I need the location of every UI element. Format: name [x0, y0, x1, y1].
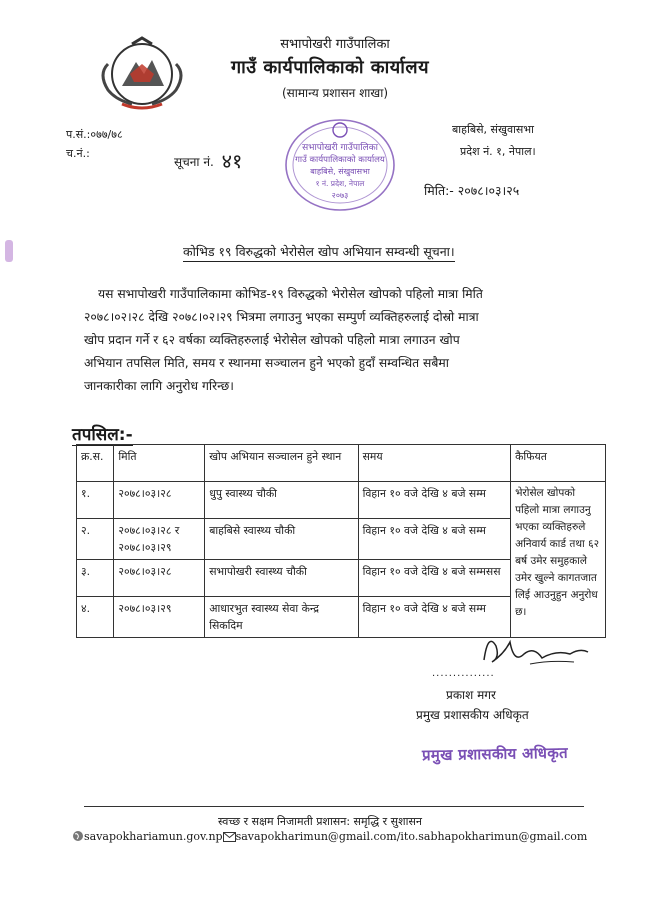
svg-text:सभापोखरी गाउँपालिका: सभापोखरी गाउँपालिका — [302, 143, 378, 153]
notice-date: मिति:- २०७८।०३।२५ — [424, 183, 520, 198]
svg-text:गाउँ कार्यपालिकाको कार्यालय: गाउँ कार्यपालिकाको कार्यालय — [295, 155, 385, 165]
row-sn: २. — [77, 519, 114, 560]
body-line-3: खोप प्रदान गर्ने र ६२ वर्षका व्यक्तिहरुलाई भेरोसेल खोपको पहिलो मात्रा लगाउन खोप — [84, 333, 460, 347]
notice-number — [174, 145, 242, 172]
row-sn: ३. — [77, 560, 114, 597]
notice-body — [84, 283, 554, 398]
address-line-2: प्रदेश नं. १, नेपाल। — [460, 145, 536, 158]
row-time: विहान १० वजे देखि ४ बजे सम्म — [358, 482, 510, 519]
remark-cell: भेरोसेल खोपको पहिलो मात्रा लगाउनु भएका व्यक्तिहरुले अनिवार्य कार्ड तथा ६२ बर्ष उमेर समुहकाले उमेर खुल्ने कागतजात लिई आउनुहुन अनुरोध छ। — [511, 482, 606, 638]
schedule-heading: तपसिल:- — [72, 422, 133, 446]
signature-dots: ............... — [432, 668, 495, 679]
row-date: २०७८।०३।२८ र २०७८।०३।२९ — [114, 519, 205, 560]
body-line-4: अभियान तपसिल मिति, समय र स्थानमा सञ्चालन हुने भएको हुदाँ सम्वन्धित सबैमा — [84, 356, 449, 370]
org-name: सभापोखरी गाउँपालिका — [280, 37, 390, 52]
signatory-name: प्रकाश मगर — [446, 688, 496, 702]
row-place: आधारभुत स्वास्थ्य सेवा केन्द्र सिकदिम — [205, 597, 358, 638]
header-remark: कैफियत — [511, 445, 606, 482]
row-time: विहान १० वजे देखि ४ बजे सम्म — [358, 597, 510, 638]
schedule-table — [76, 444, 606, 638]
email-link-1[interactable]: savapokharimun@gmail.com — [235, 830, 397, 843]
globe-icon — [72, 830, 84, 842]
table-row — [77, 482, 606, 519]
header-time: समय — [358, 445, 510, 482]
row-date: २०७८।०३।२९ — [114, 597, 205, 638]
notice-label: सूचना नं. — [174, 155, 214, 169]
svg-text:बाहबिसे, संखुवासभा: बाहबिसे, संखुवासभा — [310, 167, 370, 176]
address-line-1: बाहबिसे, संखुवासभा — [452, 123, 534, 136]
office-stamp — [282, 116, 398, 214]
row-sn: १. — [77, 482, 114, 519]
header-date: मिति — [114, 445, 205, 482]
branch-name: (सामान्य प्रशासन शाखा) — [281, 86, 389, 100]
dispatch-number: च.नं.: — [66, 147, 90, 160]
signatory-designation: प्रमुख प्रशासकीय अधिकृत — [416, 708, 529, 722]
footer-contact — [72, 830, 587, 843]
footer-motto: स्वच्छ र सक्षम निजामती प्रशासन: समृद्धि र सुशासन — [218, 815, 422, 828]
body-line-2: २०७८।०२।२८ देखि २०७८।०२।२९ भित्रमा लगाउनु भएका सम्पुर्ण व्यक्तिहरुलाई दोस्रो मात्रा — [84, 310, 479, 324]
row-date: २०७८।०३।२८ — [114, 560, 205, 597]
svg-text:१ नं. प्रदेश, नेपाल: १ नं. प्रदेश, नेपाल — [315, 179, 365, 188]
designation-stamp: प्रमुख प्रशासकीय अधिकृत — [421, 743, 569, 765]
header-place: खोप अभियान सञ्चालन हुने स्थान — [205, 445, 358, 482]
row-place: धुपु स्वास्थ्य चौकी — [205, 482, 358, 519]
body-line-5: जानकारीका लागि अनुरोध गरिन्छ। — [84, 379, 234, 393]
row-time: विहान १० वजे देखि ४ बजे सम्म — [358, 519, 510, 560]
notice-title: कोभिड १९ विरुद्धको भेरोसेल खोप अभियान सम्वन्धी सूचना। — [183, 243, 455, 262]
envelope-icon — [223, 832, 236, 842]
row-place: सभापोखरी स्वास्थ्य चौकी — [205, 560, 358, 597]
row-sn: ४. — [77, 597, 114, 638]
reference-number: प.सं.:०७७/७८ — [66, 128, 123, 141]
row-place: बाहबिसे स्वास्थ्य चौकी — [205, 519, 358, 560]
svg-text:२०७३: २०७३ — [331, 191, 349, 200]
row-date: २०७८।०३।२८ — [114, 482, 205, 519]
table-header-row — [77, 445, 606, 482]
email-link-2[interactable]: ito.sabhapokharimun@gmail.com — [400, 830, 588, 843]
notice-number-handwritten: ४१ — [221, 149, 243, 173]
contact-separator: / — [396, 830, 401, 843]
body-line-1: यस सभापोखरी गाउँपालिकामा कोभिड-१९ विरुद्धको भेरोसेल खोपको पहिलो मात्रा मिति — [98, 287, 483, 301]
header-sn: क्र.स. — [77, 445, 114, 482]
website-link[interactable]: savapokhariamun.gov.np — [84, 830, 223, 843]
handwritten-signature — [470, 624, 600, 674]
row-time: विहान १० वजे देखि ४ बजे सम्मसस — [358, 560, 510, 597]
office-name: गाउँ कार्यपालिकाको कार्यालय — [230, 57, 430, 78]
footer-divider — [84, 806, 584, 807]
ink-mark — [5, 240, 13, 262]
nepal-emblem-logo — [92, 34, 192, 112]
